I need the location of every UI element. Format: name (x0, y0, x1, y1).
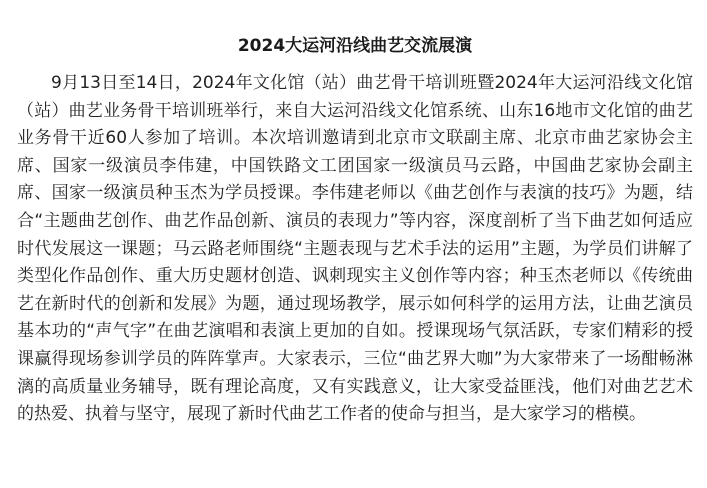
article-title: 2024大运河沿线曲艺交流展演 (237, 36, 473, 56)
article-body: 9月13日至14日，2024年文化馆（站）曲艺骨干培训班暨2024年大运河沿线文化馆（站）曲艺业务骨干培训班举行，来自大运河沿线文化馆系统、山东16地市文化馆的曲艺业务骨干近60人参加了培训。本次培训邀请到北京市文联副主席、北京市曲艺家协会主席、国家一级演员李伟建，中国铁路文工团国家一级演员马云路，中国曲艺家协会副主席、国家一级演员种玉杰为学员授课。李伟建老师以《曲艺创作与表演的技巧》为题，结合“主题曲艺创作、曲艺作品创新、演员的表现力”等内容，深度剖析了当下曲艺如何适应时代发展这一课题；马云路老师围绕“主题表现与艺术手法的运用”主题，为学员们讲解了类型化作品创作、重大历史题材创造、讽刺现实主义创作等内容；种玉杰老师以《传统曲艺在新时代的创新和发展》为题，通过现场教学，展示如何科学的运用方法，让曲艺演员基本功的“声气字”在曲艺演唱和表演上更加的自如。授课现场气氛活跃，专家们精彩的授课赢得现场参训学员的阵阵掌声。大家表示，三位“曲艺界大咖”为大家带来了一场酣畅淋漓的高质量业务辅导，既有理论高度，又有实践意义，让大家受益匪浅，他们对曲艺艺术的热爱、执着与坚守，展现了新时代曲艺工作者的使命与担当，是大家学习的楷模。 (17, 73, 693, 425)
